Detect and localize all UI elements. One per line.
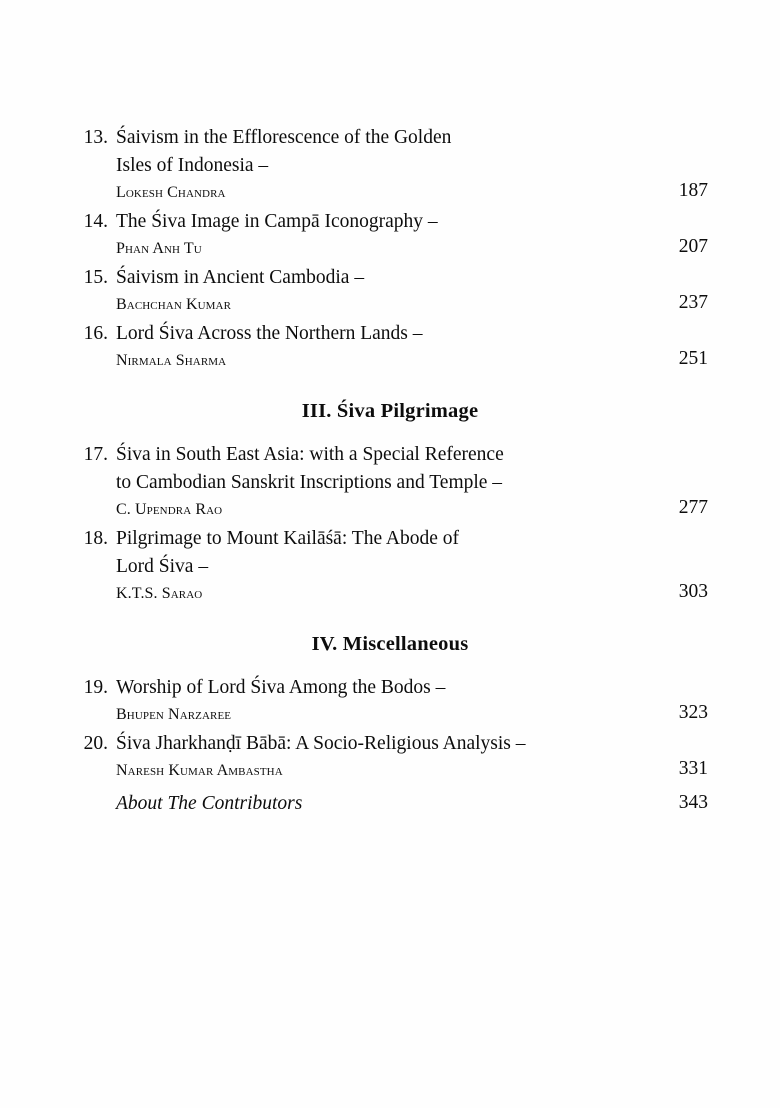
entry-number: 19.: [83, 677, 108, 698]
toc-entry[interactable]: [72, 441, 708, 523]
toc-entry[interactable]: [72, 124, 708, 206]
toc-entry[interactable]: [72, 208, 708, 262]
toc-entry-back-matter[interactable]: [72, 790, 708, 818]
entry-title: [116, 441, 588, 523]
entry-title-line: to Cambodian Sanskrit Inscriptions and Temple –: [116, 472, 503, 493]
back-matter-label: About The Contributors: [116, 793, 303, 814]
entry-title: [116, 674, 588, 728]
entry-title: [116, 730, 588, 784]
entry-number: 16.: [83, 323, 108, 344]
entry-title: [116, 124, 588, 206]
entry-title-line: Lord Śiva Across the Northern Lands –: [116, 323, 423, 344]
entry-title-line: Śaivism in Ancient Cambodia –: [116, 267, 365, 288]
entry-page-number: 207: [678, 236, 708, 257]
entry-author: Bachchan Kumar: [116, 296, 232, 313]
entry-author: Lokesh Chandra: [116, 184, 226, 201]
entry-author: Nirmala Sharma: [116, 352, 227, 369]
entry-page-number: 277: [678, 497, 708, 518]
entry-author: C. Upendra Rao: [116, 501, 223, 518]
entry-page-number: 303: [678, 581, 708, 602]
entry-number: 18.: [83, 528, 108, 549]
entry-page-number: 237: [678, 292, 708, 313]
entry-title-line: The Śiva Image in Campā Iconography –: [116, 211, 438, 232]
toc-entry[interactable]: [72, 525, 708, 607]
entry-title: [116, 320, 588, 374]
entry-title: [116, 264, 588, 318]
entry-title-line: Śiva in South East Asia: with a Special Reference: [116, 444, 504, 465]
entry-author: Bhupen Narzaree: [116, 706, 232, 723]
back-matter-page-number: 343: [678, 792, 708, 813]
entry-title-line: Worship of Lord Śiva Among the Bodos –: [116, 677, 446, 698]
entry-title-line: Śaivism in the Efflorescence of the Golden: [116, 127, 452, 148]
section-heading: IV. Miscellaneous: [311, 633, 469, 655]
entry-page-number: 187: [678, 180, 708, 201]
entry-title-line: Pilgrimage to Mount Kailāśā: The Abode of: [116, 528, 460, 549]
section-heading: III. Śiva Pilgrimage: [301, 400, 479, 422]
toc-entry[interactable]: [72, 320, 708, 374]
entry-page-number: 323: [678, 702, 708, 723]
entry-author: Naresh Kumar Ambastha: [116, 762, 283, 779]
entry-title-line: Lord Śiva –: [116, 556, 209, 577]
entry-title: [116, 208, 588, 262]
toc-entry[interactable]: [72, 730, 708, 784]
entry-author: K.T.S. Sarao: [116, 585, 203, 602]
entry-number: 20.: [83, 733, 108, 754]
entry-number: 13.: [83, 127, 108, 148]
entry-title: [116, 525, 588, 607]
entry-author: Phan Anh Tu: [116, 240, 202, 257]
toc-entry[interactable]: [72, 264, 708, 318]
entry-title-line: Isles of Indonesia –: [116, 155, 269, 176]
table-of-contents: [72, 124, 708, 818]
entry-page-number: 331: [678, 758, 708, 779]
entry-number: 15.: [83, 267, 108, 288]
entry-page-number: 251: [678, 348, 708, 369]
toc-entry[interactable]: [72, 674, 708, 728]
entry-number: 17.: [83, 444, 108, 465]
entry-number: 14.: [83, 211, 108, 232]
entry-title-line: Śiva Jharkhanḍī Bābā: A Socio-Religious Analysis –: [116, 733, 526, 754]
